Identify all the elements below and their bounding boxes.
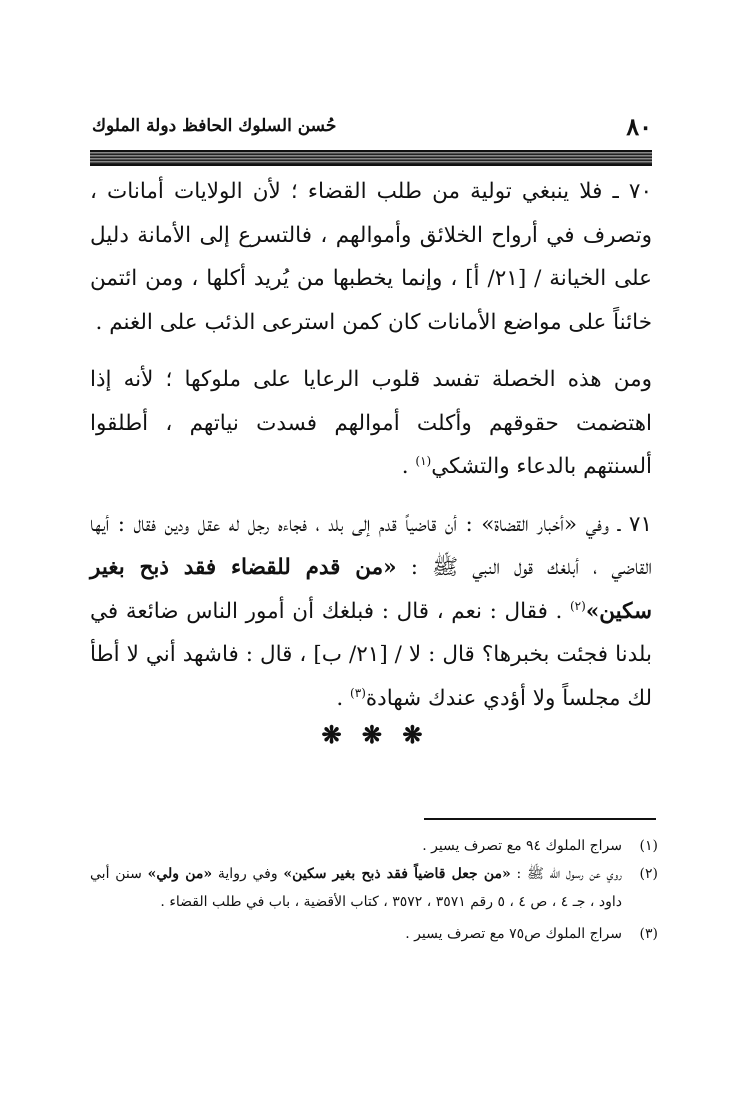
paragraph-70 xyxy=(90,170,652,344)
paragraph-71-part2: . فقال : نعم ، قال : فبلغك أن أمور الناس ضائعة في بلدنا فجئت بخبرها؟ قال : لا / [٢١/ ب] ، قال : فاشهد أني لا أطأ لك مجلساً ولا أؤدي عندك شهادة xyxy=(90,598,652,711)
footnote-ref-1[interactable]: (١) xyxy=(415,453,432,468)
footnote-2-text-c: سنن أبي داود ، جـ ٤ ، ص ٤ ، ٥ رقم ٣٥٧١ ، ٣٥٧٢ ، كتاب الأقضية ، باب في طلب القضاء . xyxy=(90,866,622,910)
paragraph-71-part1: ٧١ ـ وفي «أخبار القضاة» : أن قاضياً قدم إلى بلد ، فجاءه رجل له عقل ودين فقال : أيها القاضي ، أبلغك قول النبي ﷺ : xyxy=(90,511,652,580)
footnote-2-number: (٢) xyxy=(639,866,658,882)
paragraph-consequence xyxy=(90,358,652,489)
footnote-ref-3[interactable]: (٣) xyxy=(350,685,366,700)
footnote-2-hadith: «من جعل قاضياً فقد ذبح بغير سكين» xyxy=(283,866,511,882)
footnote-ref-2[interactable]: (٢) xyxy=(569,598,586,613)
footnote-1 xyxy=(90,832,658,860)
footnotes xyxy=(90,832,658,948)
paragraph-70-text: ٧٠ ـ فلا ينبغي تولية من طلب القضاء ؛ لأن الولايات أمانات ، وتصرف في أرواح الخلائق وأموالهم ، فالتسرع إلى الأمانة دليل على الخيانة / [٢١/ أ] ، وإنما يخطبها من يُريد أكلها ، ومن ائتمن خائناً على مواضع الأمانات كان كمن استرعى الذئب على الغنم . xyxy=(90,179,653,335)
footnote-3 xyxy=(90,920,658,948)
footnote-2 xyxy=(90,860,658,916)
book-title: حُسن السلوك الحافظ دولة الملوك xyxy=(92,116,337,136)
header-rule xyxy=(90,150,652,166)
footnote-2-text-b: وفي رواية xyxy=(212,866,284,882)
footnote-2-text-a: روي عن رسول الله ﷺ : xyxy=(510,866,622,882)
hadith-quote: «من قدم للقضاء فقد ذبح بغير سكين» xyxy=(90,555,652,624)
footnote-1-number: (١) xyxy=(639,838,658,854)
footnote-3-number: (٣) xyxy=(639,926,658,942)
footnote-2-variant: «من ولي» xyxy=(147,866,213,882)
section-separator: ❋ ❋ ❋ xyxy=(321,720,429,749)
paragraph-consequence-tail: . xyxy=(401,454,416,479)
footnote-1-text: سراج الملوك ٩٤ مع تصرف يسير . xyxy=(422,838,622,854)
paragraph-consequence-text: ومن هذه الخصلة تفسد قلوب الرعايا على ملوكها ؛ لأنه إذا اهتضمت حقوقهم وأكلت أموالهم فسدت نياتهم ، أطلقوا ألسنتهم بالدعاء والتشكي xyxy=(90,367,652,479)
footnote-3-text: سراج الملوك ص٧٥ مع تصرف يسير . xyxy=(405,926,622,942)
paragraph-71-tail: . xyxy=(336,685,351,711)
main-text xyxy=(90,170,652,720)
page-number: ٨٠ xyxy=(626,112,652,141)
running-header xyxy=(92,112,652,142)
paragraph-71 xyxy=(90,503,652,721)
footnote-rule xyxy=(424,818,656,820)
